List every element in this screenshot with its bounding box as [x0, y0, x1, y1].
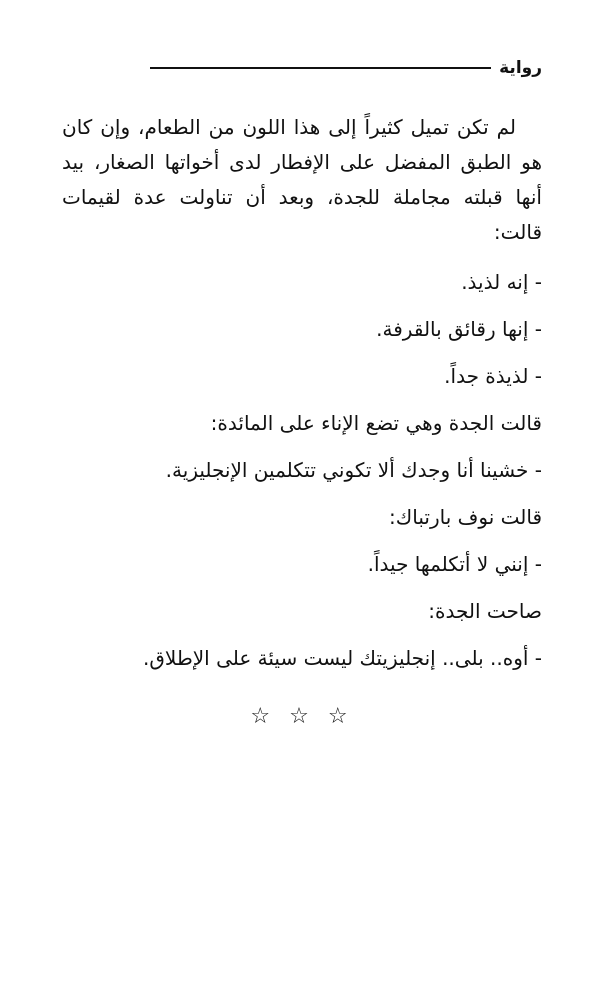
dialogue-line: - إنني لا أتكلمها جيداً. [367, 552, 542, 576]
narration-line: قالت الجدة وهي تضع الإناء على المائدة: [210, 411, 542, 435]
section-break-stars: ☆ ☆ ☆ [250, 704, 354, 729]
running-header [150, 56, 542, 80]
dialogue-line: - إنه لذيذ. [461, 270, 542, 294]
dialogue-line: - أوه.. بلى.. إنجليزيتك ليست سيئة على الإطلاق. [143, 646, 542, 670]
body-text [62, 110, 542, 688]
opening-paragraph: لم تكن تميل كثيراً إلى هذا اللون من الطعام، وإن كان هو الطبق المفضل على الإفطار لدى أخواتها الصغار، بيد أنها قبلته مجاملة للجدة، وبعد أن تناولت عدة لقيمات قالت: [62, 115, 542, 244]
header-rule [150, 67, 491, 69]
dialogue-line: - إنها رقائق بالقرفة. [376, 317, 542, 341]
dialogue-line: - لذيذة جداً. [444, 364, 542, 388]
dialogue-line: - خشينا أنا وجدك ألا تكوني تتكلمين الإنجليزية. [165, 458, 542, 482]
running-header-title: رواية [499, 58, 542, 78]
narration-line: قالت نوف بارتباك: [389, 505, 542, 529]
narration-line: صاحت الجدة: [428, 599, 542, 623]
